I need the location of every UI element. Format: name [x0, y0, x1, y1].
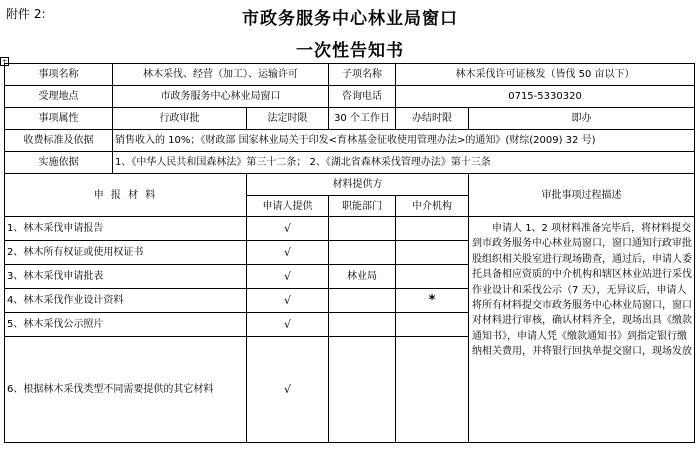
item-name-label: 事项名称 [5, 64, 113, 86]
materials-head: 申 报 材 料 [5, 174, 247, 217]
phone-value: 0715-5330320 [396, 86, 695, 108]
row-place [5, 86, 695, 108]
department-cell [329, 313, 396, 337]
applicant-check: √ [247, 241, 329, 265]
department-cell [329, 289, 396, 313]
attribute-value: 行政审批 [113, 108, 247, 130]
applicant-check: √ [247, 313, 329, 337]
item-name-value: 林木采伐、经营（加工）、运输许可 [113, 64, 329, 86]
agency-head: 中介机构 [396, 196, 469, 217]
page-subtitle: 一次性告知书 [296, 41, 404, 61]
row-item-name [5, 64, 695, 86]
agency-cell [396, 241, 469, 265]
legal-time-value: 30 个工作日 [329, 108, 396, 130]
process-head: 审批事项过程描述 [469, 174, 695, 217]
applicant-check: √ [247, 337, 329, 443]
department-cell: 林业局 [329, 265, 396, 289]
material-name: 6、根据林木采伐类型不同需要提供的其它材料 [5, 337, 247, 443]
legal-time-label: 法定时限 [247, 108, 329, 130]
materials-header-row [5, 174, 695, 196]
process-description: 申请人 1、2 项材料准备完毕后，将材料提交到市政务服务中心林业局窗口，窗口通知行政审批股组织相关股室进行现场勘查，通过后，申请人委托具备相应资质的中介机构和辖区林业站进行采伐作业设计和采伐公示（7 天），无异议后，申请人将所有材料提交市政务服务中心林业局窗口，窗口对材料进行审核，确认材料齐全，现场出具《缴款通知书》，申请人凭《缴款通知书》到指定银行缴纳相关费用，并将银行回执单提交窗口，现场发放 [469, 217, 695, 443]
attribute-label: 事项属性 [5, 108, 113, 130]
department-cell [329, 241, 396, 265]
agency-cell [396, 313, 469, 337]
fee-value: 销售收入的 10%；《财政部 国家林业局关于印发<育林基金征收使用管理办法>的通知》(财综(2009) 32 号) [113, 130, 695, 152]
material-name: 5、林木采伐公示照片 [5, 313, 247, 337]
subitem-name-value: 林木采伐许可证核发（皆伐 50 亩以下） [396, 64, 695, 86]
done-time-value: 即办 [469, 108, 695, 130]
table-move-handle-icon[interactable]: + [1, 58, 8, 65]
notice-table [4, 63, 695, 443]
basis-value: 1、《中华人民共和国森林法》第三十二条； 2、《湖北省森林采伐管理办法》第十三条 [113, 152, 695, 174]
material-name: 1、林木采伐申请报告 [5, 217, 247, 241]
agency-cell: * [396, 289, 469, 313]
provider-head: 材料提供方 [247, 174, 469, 196]
phone-label: 咨询电话 [329, 86, 396, 108]
subitem-name-label: 子项名称 [329, 64, 396, 86]
row-fee [5, 130, 695, 152]
place-value: 市政务服务中心林业局窗口 [113, 86, 329, 108]
agency-cell [396, 337, 469, 443]
row-attribute [5, 108, 695, 130]
page-title: 市政务服务中心林业局窗口 [242, 9, 458, 29]
applicant-check: √ [247, 217, 329, 241]
material-name: 2、林木所有权证或使用权证书 [5, 241, 247, 265]
applicant-check: √ [247, 265, 329, 289]
department-head: 职能部门 [329, 196, 396, 217]
material-row [5, 217, 695, 241]
place-label: 受理地点 [5, 86, 113, 108]
department-cell [329, 217, 396, 241]
applicant-check: √ [247, 289, 329, 313]
basis-label: 实施依据 [5, 152, 113, 174]
fee-label: 收费标准及依据 [5, 130, 113, 152]
done-time-label: 办结时限 [396, 108, 469, 130]
row-basis [5, 152, 695, 174]
applicant-head: 申请人提供 [247, 196, 329, 217]
material-name: 3、林木采伐申请批表 [5, 265, 247, 289]
agency-cell [396, 217, 469, 241]
attachment-label: 附件 2: [6, 7, 46, 21]
agency-cell [396, 265, 469, 289]
material-name: 4、林木采伐作业设计资料 [5, 289, 247, 313]
department-cell [329, 337, 396, 443]
